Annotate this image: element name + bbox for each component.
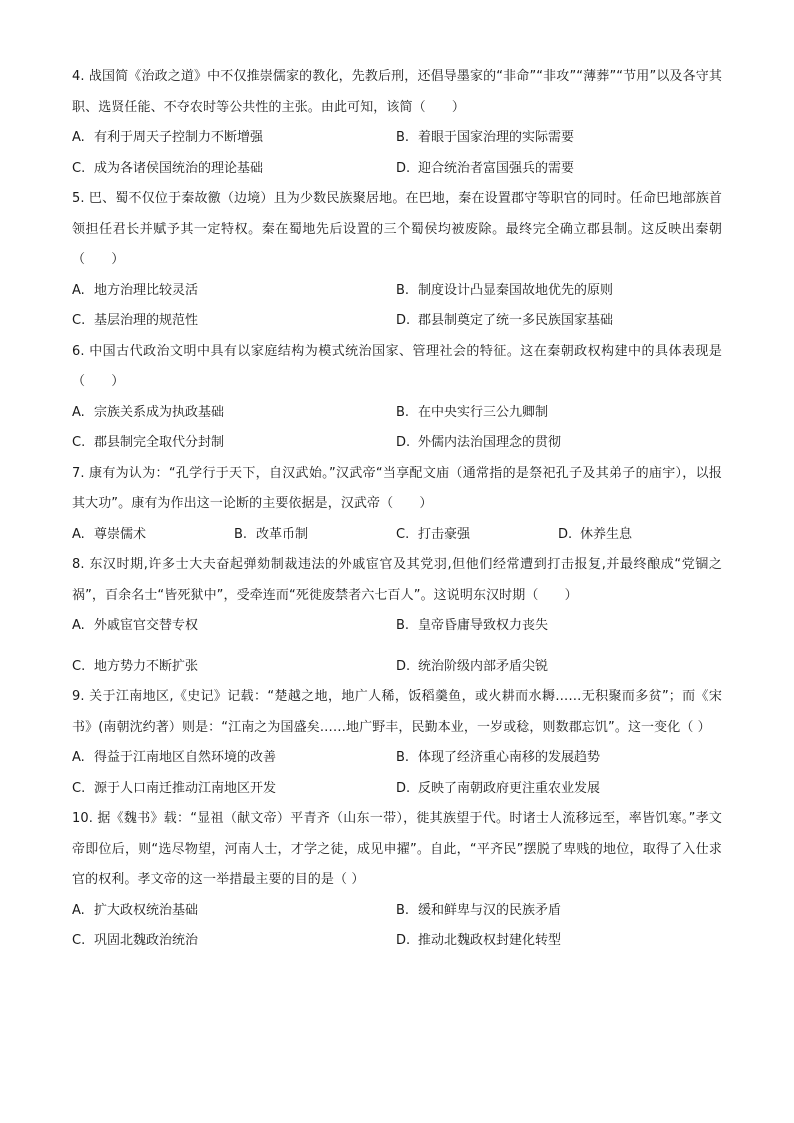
option-d[interactable]: D. 外儒内法治国理念的贯彻 [396, 435, 562, 450]
option-b[interactable]: B. 着眼于国家治理的实际需要 [396, 130, 575, 145]
option-list [72, 611, 722, 642]
option-d[interactable]: D. 郡县制奠定了统一多民族国家基础 [396, 313, 614, 328]
question-7 [72, 459, 722, 551]
option-b[interactable]: B. 缓和鲜卑与汉的民族矛盾 [396, 902, 562, 918]
option-list [72, 652, 722, 683]
option-c[interactable]: C. 打击豪强 [396, 526, 471, 542]
option-b[interactable]: B. 皇帝昏庸导致权力丧失 [396, 618, 549, 633]
question-stem: 7. 康有为认为：“孔学行于天下，自汉武始。”汉武帝“当享配文庙（通常指的是祭祀孔子及其弟子的庙宇），以报其大功”。康有为作出这一论断的主要依据是，汉武帝（ ） [72, 465, 722, 511]
option-list [72, 520, 722, 551]
option-list [72, 276, 722, 337]
option-list [72, 398, 722, 459]
option-a[interactable]: A. 外戚宦官交替专权 [72, 618, 199, 633]
option-d[interactable]: D. 统治阶级内部矛盾尖锐 [396, 658, 549, 674]
option-a[interactable]: A. 尊崇儒术 [72, 526, 147, 542]
option-c[interactable]: C. 巩固北魏政治统治 [72, 933, 199, 948]
option-d[interactable]: D. 迎合统治者富国强兵的需要 [396, 160, 575, 176]
question-9 [72, 682, 722, 804]
option-list [72, 123, 722, 184]
question-stem: 6. 中国古代政治文明中具有以家庭结构为模式统治国家、管理社会的特征。这在秦朝政权构建中的具体表现是（ ） [72, 343, 722, 389]
option-b[interactable]: B. 在中央实行三公九卿制 [396, 404, 549, 420]
question-stem: 10. 据《魏书》载：“显祖（献文帝）平青齐（山东一带），徙其族望于代。时诸士人流移远至，率皆饥寒。”孝文帝即位后，则“选尽物望，河南人士，才学之徒，成见申擢”。自此，“平齐民”摆脱了卑贱的地位，取得了入仕求官的权利。孝文帝的这一举措最主要的目的是（ ） [72, 811, 722, 887]
option-list [72, 896, 722, 957]
question-8 [72, 550, 722, 682]
option-a[interactable]: A. 有利于周天子控制力不断增强 [72, 130, 264, 145]
option-c[interactable]: C. 地方势力不断扩张 [72, 658, 199, 674]
question-4 [72, 62, 722, 184]
question-10 [72, 804, 722, 957]
row-spacer [72, 642, 722, 652]
option-c[interactable]: C. 成为各诸侯国统治的理论基础 [72, 160, 264, 176]
option-c[interactable]: C. 基层治理的规范性 [72, 313, 199, 328]
option-c[interactable]: C. 源于人口南迁推动江南地区开发 [72, 780, 277, 796]
question-6 [72, 337, 722, 459]
option-a[interactable]: A. 扩大政权统治基础 [72, 902, 199, 918]
option-list [72, 743, 722, 804]
option-c[interactable]: C. 郡县制完全取代分封制 [72, 435, 225, 450]
option-a[interactable]: A. 得益于江南地区自然环境的改善 [72, 750, 277, 765]
question-stem: 4. 战国简《治政之道》中不仅推崇儒家的教化，先教后刑，还倡导墨家的“非命”“非攻”“薄葬”“节用”以及各守其职、选贤任能、不夺农时等公共性的主张。由此可知，该简（ ） [72, 69, 722, 115]
option-d[interactable]: D. 反映了南朝政府更注重农业发展 [396, 780, 601, 796]
question-5 [72, 184, 722, 337]
option-d[interactable]: D. 推动北魏政权封建化转型 [396, 933, 562, 948]
option-b[interactable]: B. 改革币制 [234, 526, 309, 542]
option-a[interactable]: A. 地方治理比较灵活 [72, 282, 199, 298]
question-stem: 8. 东汉时期,许多士大夫奋起弹劾制裁违法的外戚宦官及其党羽,但他们经常遭到打击报复,并最终酿成“党锢之祸”，百余名士“皆死狱中”，受牵连而“死徙废禁者六七百人”。这说明东汉时期（ ） [72, 557, 722, 603]
question-stem: 9. 关于江南地区,《史记》记载：“楚越之地，地广人稀，饭稻羹鱼，或火耕而水耨……无积聚而多贫”；而《宋书》(南朝沈约著）则是：“江南之为国盛矣……地广野丰，民勤本业，一岁或稔，则数郡忘饥”。这一变化（ ） [72, 689, 722, 735]
option-a[interactable]: A. 宗族关系成为执政基础 [72, 404, 225, 420]
option-b[interactable]: B. 体现了经济重心南移的发展趋势 [396, 750, 601, 765]
option-d[interactable]: D. 休养生息 [558, 526, 633, 542]
option-b[interactable]: B. 制度设计凸显秦国故地优先的原则 [396, 282, 614, 298]
exam-page [72, 62, 722, 957]
question-stem: 5. 巴、蜀不仅位于秦故徼（边境）且为少数民族聚居地。在巴地，秦在设置郡守等职官的同时。任命巴地部族首领担任君长并赋予其一定特权。秦在蜀地先后设置的三个蜀侯均被废除。最终完全确立郡县制。这反映出秦朝（ ） [72, 191, 722, 267]
